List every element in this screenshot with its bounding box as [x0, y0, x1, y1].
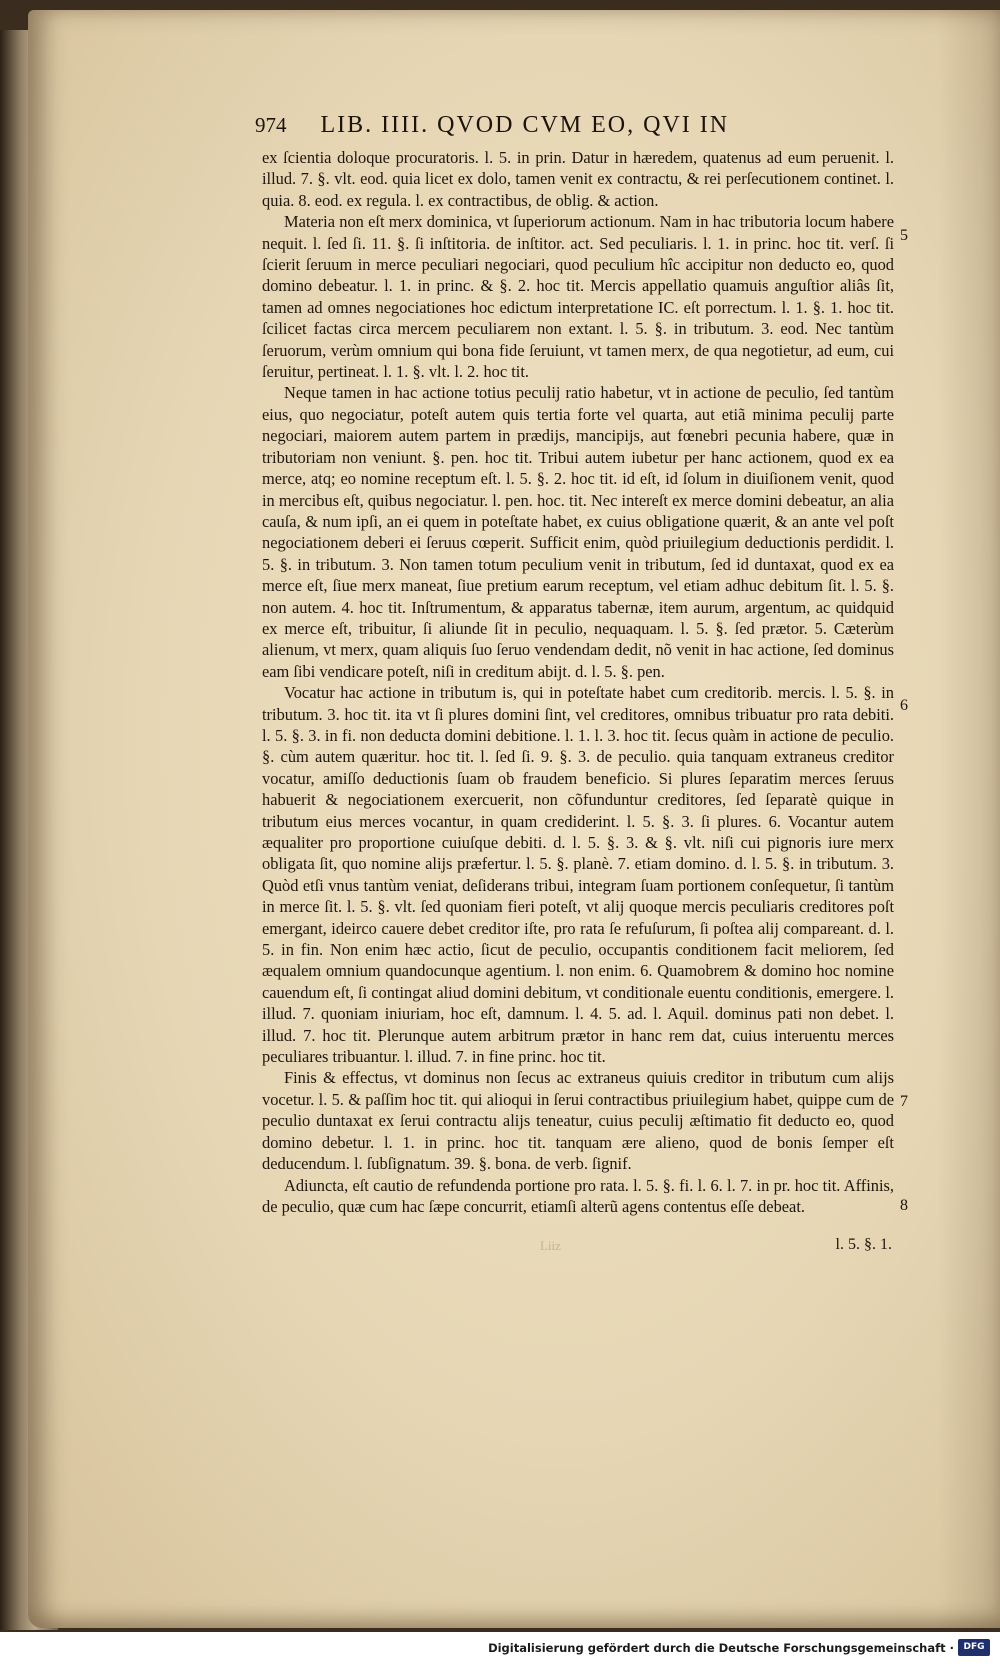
page-number: 974 — [255, 113, 287, 137]
margin-number: 5 — [900, 227, 908, 244]
digitization-footer — [0, 1632, 1000, 1666]
paragraph: Materia non eſt merx dominica, vt ſuperiorum actionum. Nam in hac tributoria locum habere nequit. l. ſed ſi. 11. §. ſi inſtitoria. de inſtitor. act. Sed peculiaris. l. 1. in princ. hoc tit. verſ. ſi ſcierit ſeruum in merce peculiari negociari, quod peculium hîc accipitur non deducto eo, quod domino debeatur. l. 1. in princ. & §. 2. hoc tit. Mercis appellatio quamuis anguſtior aliâs ſit, tamen ad omnes negociationes hoc edictum interpretatione IC. eſt porrectum. l. 1. §. 1. hoc tit. ſcilicet factas circa mercem peculiarem non extant. l. 5. §. in tributum. 3. eod. Nec tantùm ſeruorum, verùm omnium qui bona fide ſeruiunt, vt tamen merx, de qua negotietur, ad eum, cui ſeruitur, pertineat. l. 1. §. vlt. l. 2. hoc tit. — [262, 212, 894, 382]
running-head — [255, 112, 875, 146]
paragraph: Neque tamen in hac actione totius peculij ratio habetur, vt in actione de peculio, ſed tantùm eius, quo negociatur, poteſt autem quis tertia forte vel quarta, aut etiã minima peculij parte negociari, maiorem autem partem in prædijs, mancipijs, aut fœnebri pecunia habere, quæ in tributoriam non veniunt. §. pen. hoc tit. Tribui autem iubetur per hanc actionem, quod ex ea merce, atq; eo nomine receptum eſt. l. 5. §. 2. hoc tit. id eſt, id ſolum in diuiſionem venit, quod in mercibus eſt, quibus negociatur. l. pen. hoc. tit. Nec intereſt ex merce domini debeatur, an alia cauſa, & num ipſi, an ei quem in poteſtate habet, ex cuius obligatione quærit, & an ante vel poſt negociationem deberi ei ſeruus cœperit. Sufficit enim, quòd priuilegium deductionis perdidit. l. 5. §. in tributum. 3. Non tamen totum peculium venit in tributum, ſed id duntaxat, quod ex ea merce eſt, ſiue merx maneat, ſiue pretium earum receptum, vel etiam adhuc debitum ſit. l. 5. §. non autem. 4. hoc tit. Inſtrumentum, & apparatus tabernæ, item aurum, argentum, ac quidquid ex merce eſt, tribuitur, ſi aliunde ſit in peculio, nequaquam. l. 5. §. ſed prætor. 5. Cæterùm alienum, vt merx, quam aliquis ſuo ſeruo vendendam dedit, nõ venit in hac actione, ſed dominus eam ſibi vendicare poteſt, niſi in creditum abijt. d. l. 5. §. pen. — [262, 383, 894, 681]
margin-number: 7 — [900, 1093, 908, 1110]
page-gutter-shadow — [938, 10, 1000, 1628]
body-text — [262, 147, 894, 1257]
paragraph: Vocatur hac actione in tributum is, qui in poteſtate habet cum creditorib. mercis. l. 5. §. in tributum. 3. hoc tit. ita vt ſi plures domini ſint, vel creditores, omnibus tribuatur pro rata debiti. l. 5. §. 3. in fi. non deducta domini debitione. l. 1. l. 3. hoc tit. ſecus quàm in actione de peculio. §. cùm autem quæritur. hoc tit. l. ſed ſi. 9. §. 3. de peculio. quia tanquam extraneus creditor vocatur, amiſſo deductionis ſuam ob fraudem beneficio. Si plures ſeparatim merces ſeruus habuerit & negociationem exercuerit, non cõfunduntur creditores, ſed ſeparatè quique in tributum eius merces vocantur, in quam crediderint. l. 5. §. 3. ſi plures. 6. Vocantur autem æqualiter pro proportione cuiuſque debiti. d. l. 5. §. 3. & §. vlt. niſi cui pignoris iure merx obligata ſit, quo nomine alijs præfertur. l. 5. §. planè. 7. etiam domino. d. l. 5. §. in tributum. 3. Quòd etſi vnus tantùm veniat, deſiderans tribui, integram ſuam portionem conſequetur, ſi tantùm in merce ſit. l. 5. §. vlt. ſed quoniam fieri poteſt, vt alij quoque mercis peculiaris creditores poſt emergant, ideirco cauere debet creditor iſte, pro rata ſe refuſurum, ſi poſtea alij compareant. d. l. 5. in fin. Non enim hæc actio, ſicut de peculio, occupantis conditionem facit meliorem, ſed æqualem omnium quandocunque agentium. l. non enim. 6. Quamobrem & domino hoc nomine cauendum eſt, ſi contingat aliud domini debitum, vt conditionale euentu conditionis, emergere. l. illud. 7. quoniam iniuriam, hoc eſt, damnum. l. 4. 5. ad. l. Aquil. dominus pati non debet. l. illud. 7. hoc tit. Plerunque autem arbitrum prætor in hanc rem dat, cuius interuentu merces peculiares tribuantur. l. illud. 7. in fine princ. hoc tit. — [262, 683, 894, 1067]
margin-number: 6 — [900, 697, 908, 714]
closing-reference: l. 5. §. 1. — [835, 1236, 892, 1253]
running-title: LIB. IIII. QVOD CVM EO, QVI IN — [320, 112, 730, 138]
bleed-through-mark: Liiz — [540, 1238, 561, 1253]
margin-number: 8 — [900, 1197, 908, 1214]
footer-credit: Digitalisierung gefördert durch die Deutsche Forschungsgemeinschaft · — [488, 1641, 954, 1655]
paragraph: Finis & effectus, vt dominus non ſecus ac extraneus quiuis creditor in tributum cum alijs vocetur. l. 5. & paſſim hoc tit. qui alioqui in ſerui contractibus priuilegium habet, quippe cum de peculio duntaxat ex ſerui contractu alijs teneatur, cuius peculij æſtimatio fit deducto eo, quod domino debetur. l. 1. in princ. hoc tit. tanquam ære alieno, quod de bonis ſemper eſt deducendum. l. ſubſignatum. 39. §. bona. de verb. ſignif. — [262, 1068, 894, 1174]
paragraph: Adiuncta, eſt cautio de refundenda portione pro rata. l. 5. §. fi. l. 6. l. 7. in pr. hoc tit. Affinis, de peculio, quæ cum hac ſæpe concurrit, etiamſi alterũ agens contentus eſſe debeat. — [262, 1175, 894, 1216]
dfg-logo-icon: DFG — [958, 1639, 990, 1656]
paragraph: ex ſcientia doloque procuratoris. l. 5. in prin. Datur in hæredem, quatenus ad eum peruenit. l. illud. 7. §. vlt. eod. quia licet ex dolo, tamen venit ex contractu, & rei perſecutionem continet. l. quia. 8. eod. ex regula. l. ex contractibus, de oblig. & action. — [262, 148, 894, 210]
